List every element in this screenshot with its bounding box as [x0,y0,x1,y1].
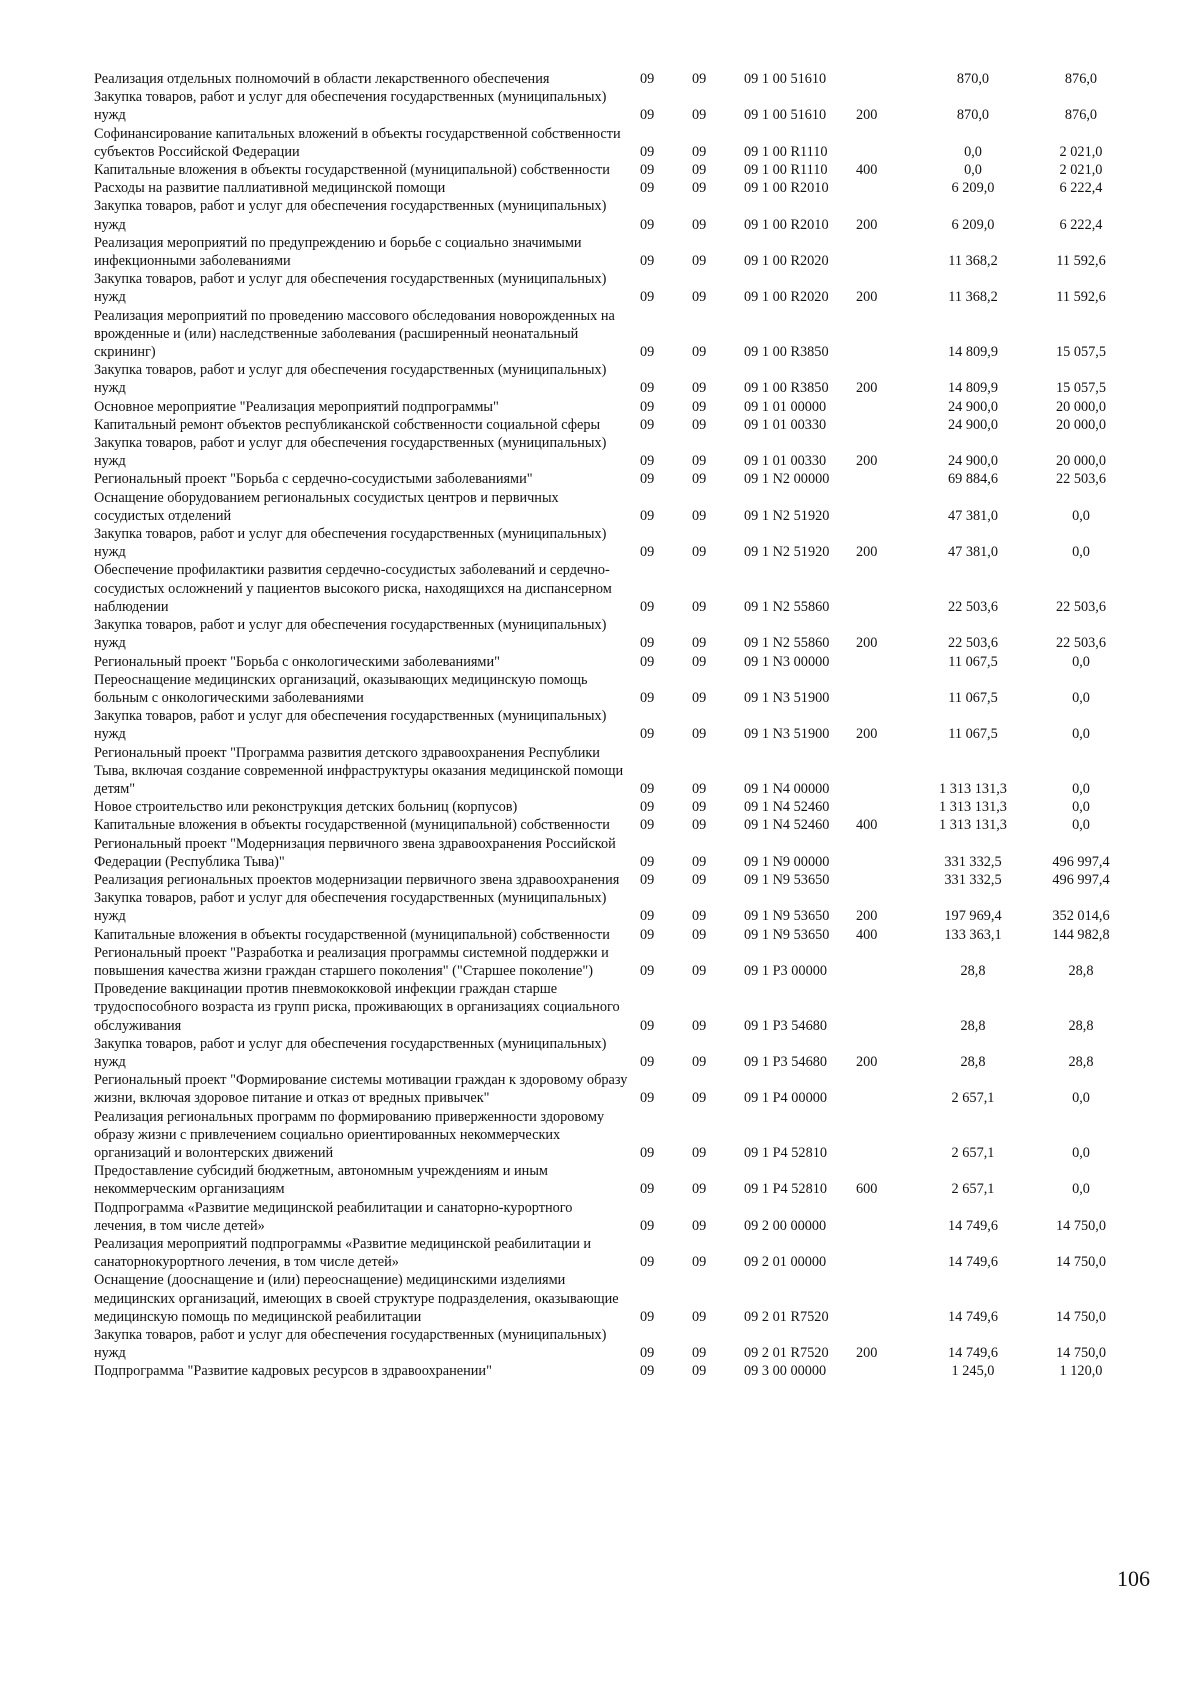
row-amount-year-1: 14 749,6 [947,1308,999,1325]
row-amount-year-1: 14 749,6 [947,1345,999,1362]
row-section: 09 [640,416,655,433]
row-amount-year-1: 870,0 [956,71,990,87]
row-amount-year-1: 1 313 131,3 [939,780,1007,797]
row-amount-year-2: 11 592,6 [1056,253,1106,270]
table-row [94,307,1134,362]
row-amount-year-1: 22 503,6 [947,598,999,615]
row-expense-type: 600 [856,1181,878,1198]
row-section: 09 [640,1217,655,1234]
row-subsection: 09 [692,162,707,179]
row-amount-year-1: 14 809,9 [947,344,999,361]
row-target-article: 09 1 P4 52810 [744,1181,828,1198]
row-name: Региональный проект "Борьба с онкологическими заболеваниями" [94,653,500,670]
row-name: Закупка товаров, работ и услуг для обеспечения государственных (муниципальных) нужд [94,362,607,397]
row-expense-type: 200 [856,380,878,397]
table-row [94,1362,1134,1380]
row-section: 09 [640,853,655,870]
table-row [94,270,1134,306]
row-target-article: 09 1 P3 54680 [744,1017,828,1034]
row-section: 09 [640,871,655,888]
row-expense-type: 200 [856,107,878,124]
row-amount-year-1: 2 657,1 [951,1181,995,1198]
row-name: Реализация региональных проектов модернизации первичного звена здравоохранения [94,871,620,888]
row-target-article: 09 1 N3 00000 [744,653,830,670]
table-row [94,88,1134,124]
table-row [94,489,1134,525]
table-row [94,70,1134,88]
table-row [94,234,1134,270]
row-name: Проведение вакцинации против пневмококковой инфекции граждан старше трудоспособного возраста из групп риска, проживающих в организациях социального обслуживания [94,981,620,1034]
row-target-article: 09 1 N3 51900 [744,689,830,706]
row-amount-year-2: 0,0 [1072,653,1090,670]
row-name: Переоснащение медицинских организаций, оказывающих медицинскую помощь больным с онкологическими заболеваниями [94,671,588,706]
row-expense-type: 200 [856,635,878,652]
table-row [94,926,1134,944]
row-target-article: 09 1 00 51610 [744,71,827,87]
row-subsection: 09 [692,962,707,979]
row-amount-year-2: 0,0 [1072,544,1090,561]
table-row [94,361,1134,397]
row-amount-year-2: 28,8 [1068,962,1094,979]
table-row [94,434,1134,470]
row-amount-year-2: 14 750,0 [1055,1345,1107,1362]
row-name: Основное мероприятие "Реализация мероприятий подпрограммы" [94,398,499,415]
row-subsection: 09 [692,799,707,816]
row-amount-year-2: 22 503,6 [1055,598,1107,615]
row-subsection: 09 [692,1017,707,1034]
row-section: 09 [640,544,655,561]
row-subsection: 09 [692,507,707,524]
row-section: 09 [640,635,655,652]
row-section: 09 [640,689,655,706]
row-subsection: 09 [692,853,707,870]
row-subsection: 09 [692,1090,707,1107]
row-amount-year-2: 496 997,4 [1052,853,1110,870]
row-subsection: 09 [692,817,707,834]
row-amount-year-1: 28,8 [960,962,986,979]
row-section: 09 [640,253,655,270]
row-target-article: 09 2 01 00000 [744,1254,827,1271]
page-number: 106 [1117,1566,1150,1591]
row-target-article: 09 1 00 R1110 [744,162,828,179]
row-name: Закупка товаров, работ и услуг для обеспечения государственных (муниципальных) нужд [94,89,607,124]
row-section: 09 [640,216,655,233]
row-section: 09 [640,1144,655,1161]
row-target-article: 09 1 01 00330 [744,416,827,433]
row-section: 09 [640,344,655,361]
row-name: Обеспечение профилактики развития сердечно-сосудистых заболеваний и сердечно-сосудистых осложнений у пациентов высокого риска, находящихся на диспансерном наблюдении [94,562,612,615]
row-amount-year-2: 496 997,4 [1052,871,1110,888]
row-expense-type: 200 [856,1053,878,1070]
row-target-article: 09 1 00 R1110 [744,143,828,160]
row-target-article: 09 1 N4 52460 [744,799,830,816]
row-amount-year-2: 876,0 [1064,107,1098,124]
row-amount-year-1: 6 209,0 [951,216,995,233]
row-target-article: 09 1 00 R3850 [744,380,829,397]
table-row [94,398,1134,416]
row-section: 09 [640,1053,655,1070]
row-target-article: 09 1 N9 53650 [744,871,830,888]
row-section: 09 [640,1363,655,1380]
row-section: 09 [640,71,655,87]
row-subsection: 09 [692,1363,707,1380]
row-amount-year-2: 28,8 [1068,1017,1094,1034]
row-subsection: 09 [692,635,707,652]
row-amount-year-2: 0,0 [1072,780,1090,797]
row-amount-year-2: 28,8 [1068,1053,1094,1070]
row-name: Капитальные вложения в объекты государственной (муниципальной) собственности [94,926,610,943]
row-section: 09 [640,162,655,179]
row-section: 09 [640,598,655,615]
row-target-article: 09 2 01 R7520 [744,1345,829,1362]
row-amount-year-1: 2 657,1 [951,1090,995,1107]
row-amount-year-2: 14 750,0 [1055,1217,1107,1234]
row-amount-year-1: 28,8 [960,1053,986,1070]
row-target-article: 09 1 N9 53650 [744,926,830,943]
row-target-article: 09 1 N4 52460 [744,817,830,834]
row-amount-year-1: 11 067,5 [948,726,998,743]
row-section: 09 [640,107,655,124]
row-amount-year-1: 47 381,0 [947,544,999,561]
row-amount-year-2: 6 222,4 [1059,180,1103,197]
row-amount-year-2: 11 592,6 [1056,289,1106,306]
row-section: 09 [640,453,655,470]
row-name: Региональный проект "Программа развития детского здравоохранения Республики Тыва, включая создание современной инфраструктуры оказания медицинской помощи детям" [94,744,624,797]
row-amount-year-2: 6 222,4 [1059,216,1103,233]
row-amount-year-2: 144 982,8 [1052,926,1110,943]
row-subsection: 09 [692,726,707,743]
row-name: Закупка товаров, работ и услуг для обеспечения государственных (муниципальных) нужд [94,1035,607,1070]
row-section: 09 [640,799,655,816]
row-amount-year-2: 0,0 [1072,726,1090,743]
row-target-article: 09 3 00 00000 [744,1363,827,1380]
table-row [94,1235,1134,1271]
row-section: 09 [640,653,655,670]
row-name: Капитальные вложения в объекты государственной (муниципальной) собственности [94,162,610,179]
row-amount-year-1: 1 313 131,3 [939,817,1007,834]
row-subsection: 09 [692,908,707,925]
row-section: 09 [640,143,655,160]
table-row [94,1071,1134,1107]
row-amount-year-2: 20 000,0 [1055,416,1107,433]
row-section: 09 [640,1181,655,1198]
row-amount-year-2: 1 120,0 [1059,1363,1103,1380]
row-target-article: 09 1 00 R2010 [744,216,829,233]
row-expense-type: 200 [856,216,878,233]
table-row [94,889,1134,925]
row-section: 09 [640,780,655,797]
row-amount-year-1: 24 900,0 [947,416,999,433]
row-subsection: 09 [692,143,707,160]
row-amount-year-1: 14 809,9 [947,380,999,397]
row-expense-type: 400 [856,926,878,943]
row-amount-year-2: 0,0 [1072,507,1090,524]
row-amount-year-1: 22 503,6 [947,635,999,652]
row-amount-year-2: 0,0 [1072,689,1090,706]
row-amount-year-1: 14 749,6 [947,1254,999,1271]
row-amount-year-2: 15 057,5 [1055,380,1107,397]
row-amount-year-1: 11 067,5 [948,653,998,670]
row-target-article: 09 1 00 R2020 [744,253,829,270]
table-row [94,1108,1134,1163]
row-name: Новое строительство или реконструкция детских больниц (корпусов) [94,799,518,816]
row-target-article: 09 1 P4 52810 [744,1144,828,1161]
row-amount-year-1: 24 900,0 [947,398,999,415]
row-name: Оснащение оборудованием региональных сосудистых центров и первичных сосудистых отделений [94,489,559,524]
row-subsection: 09 [692,253,707,270]
row-subsection: 09 [692,871,707,888]
row-name: Реализация мероприятий по проведению массового обследования новорожденных на врожденные и (или) наследственные заболевания (расширенный неонатальный скрининг) [94,307,615,361]
row-expense-type: 200 [856,544,878,561]
row-target-article: 09 1 N9 53650 [744,908,830,925]
table-row [94,616,1134,652]
row-amount-year-1: 11 067,5 [948,689,998,706]
row-amount-year-1: 331 332,5 [944,871,1002,888]
row-target-article: 09 1 N2 51920 [744,544,830,561]
row-section: 09 [640,1017,655,1034]
row-expense-type: 400 [856,817,878,834]
row-target-article: 09 1 01 00330 [744,453,827,470]
row-target-article: 09 1 N3 51900 [744,726,830,743]
table-row [94,1271,1134,1326]
row-subsection: 09 [692,926,707,943]
table-row [94,1199,1134,1235]
row-subsection: 09 [692,344,707,361]
row-target-article: 09 1 N4 00000 [744,780,830,797]
row-amount-year-1: 0,0 [964,143,982,160]
row-name: Закупка товаров, работ и услуг для обеспечения государственных (муниципальных) нужд [94,890,607,925]
row-amount-year-1: 331 332,5 [944,853,1002,870]
row-section: 09 [640,1345,655,1362]
row-name: Реализация региональных программ по формированию приверженности здоровому образу жизни с привлечением социально ориентированных некоммерческих организаций и волонтерских движений [94,1108,605,1161]
row-target-article: 09 2 01 R7520 [744,1308,829,1325]
row-name: Капитальный ремонт объектов республиканской собственности социальной сферы [94,416,601,433]
row-amount-year-1: 11 368,2 [948,253,998,270]
row-amount-year-2: 22 503,6 [1055,635,1107,652]
row-subsection: 09 [692,380,707,397]
table-row [94,944,1134,980]
table-row [94,416,1134,434]
row-expense-type: 200 [856,726,878,743]
row-amount-year-2: 0,0 [1072,1181,1090,1198]
row-amount-year-2: 876,0 [1064,71,1098,87]
row-section: 09 [640,926,655,943]
table-row [94,197,1134,233]
table-row [94,561,1134,616]
row-name: Региональный проект "Борьба с сердечно-сосудистыми заболеваниями" [94,471,533,488]
row-target-article: 09 1 P3 00000 [744,962,828,979]
table-row [94,179,1134,197]
row-section: 09 [640,398,655,415]
row-amount-year-2: 2 021,0 [1059,162,1103,179]
row-expense-type: 200 [856,908,878,925]
row-amount-year-1: 14 749,6 [947,1217,999,1234]
row-subsection: 09 [692,1181,707,1198]
row-amount-year-1: 870,0 [956,107,990,124]
row-name: Реализация мероприятий по предупреждению и борьбе с социально значимыми инфекционными заболеваниями [94,234,582,270]
row-subsection: 09 [692,1345,707,1362]
row-section: 09 [640,180,655,197]
row-target-article: 09 1 01 00000 [744,398,827,415]
row-subsection: 09 [692,1053,707,1070]
row-section: 09 [640,380,655,397]
table-row [94,525,1134,561]
row-name: Региональный проект "Формирование системы мотивации граждан к здоровому образу жизни, включая здоровое питание и отказ от вредных привычек" [94,1072,628,1107]
table-row [94,871,1134,889]
row-name: Подпрограмма "Развитие кадровых ресурсов в здравоохранении" [94,1363,492,1380]
row-amount-year-1: 28,8 [960,1017,986,1034]
row-name: Закупка товаров, работ и услуг для обеспечения государственных (муниципальных) нужд [94,1327,607,1362]
row-target-article: 09 1 00 R2010 [744,180,829,197]
table-row [94,470,1134,488]
row-amount-year-2: 0,0 [1072,1144,1090,1161]
row-section: 09 [640,1254,655,1271]
row-target-article: 09 1 N2 55860 [744,598,830,615]
row-amount-year-1: 2 657,1 [951,1144,995,1161]
row-amount-year-2: 14 750,0 [1055,1308,1107,1325]
row-subsection: 09 [692,398,707,415]
row-name: Региональный проект "Разработка и реализация программы системной поддержки и повышения качества жизни граждан старшего поколения" ("Старшее поколение") [94,944,609,979]
table-row [94,798,1134,816]
row-amount-year-1: 47 381,0 [947,507,999,524]
table-row [94,671,1134,707]
row-amount-year-2: 14 750,0 [1055,1254,1107,1271]
row-amount-year-1: 24 900,0 [947,453,999,470]
budget-table [94,70,1134,1381]
row-amount-year-1: 6 209,0 [951,180,995,197]
row-target-article: 09 1 N2 51920 [744,507,830,524]
row-section: 09 [640,1090,655,1107]
row-amount-year-1: 11 368,2 [948,289,998,306]
row-name: Закупка товаров, работ и услуг для обеспечения государственных (муниципальных) нужд [94,198,607,233]
table-row [94,1035,1134,1071]
row-amount-year-2: 0,0 [1072,817,1090,834]
row-name: Оснащение (дооснащение и (или) переоснащение) медицинскими изделиями медицинских организаций, имеющих в своей структуре подразделения, оказывающие медицинскую помощь по медицинской реабилитации [94,1272,619,1325]
row-subsection: 09 [692,653,707,670]
row-subsection: 09 [692,544,707,561]
row-target-article: 09 2 00 00000 [744,1217,827,1234]
row-subsection: 09 [692,180,707,197]
row-subsection: 09 [692,216,707,233]
row-amount-year-1: 133 363,1 [944,926,1002,943]
row-section: 09 [640,507,655,524]
row-amount-year-2: 15 057,5 [1055,344,1107,361]
table-row [94,707,1134,743]
row-amount-year-2: 20 000,0 [1055,398,1107,415]
row-subsection: 09 [692,71,707,87]
row-subsection: 09 [692,107,707,124]
row-name: Реализация отдельных полномочий в области лекарственного обеспечения [94,71,550,87]
table-row [94,835,1134,871]
row-section: 09 [640,289,655,306]
row-amount-year-1: 0,0 [964,162,982,179]
row-section: 09 [640,817,655,834]
row-amount-year-2: 0,0 [1072,1090,1090,1107]
row-name: Софинансирование капитальных вложений в объекты государственной собственности субъектов Российской Федерации [94,125,621,160]
table-row [94,161,1134,179]
row-section: 09 [640,1308,655,1325]
row-subsection: 09 [692,453,707,470]
table-row [94,1162,1134,1198]
row-name: Предоставление субсидий бюджетным, автономным учреждениям и иным некоммерческим организациям [94,1163,548,1198]
row-name: Региональный проект "Модернизация первичного звена здравоохранения Российской Федерации (Республика Тыва)" [94,835,616,870]
row-expense-type: 200 [856,1345,878,1362]
row-target-article: 09 1 00 51610 [744,107,827,124]
row-section: 09 [640,726,655,743]
row-section: 09 [640,962,655,979]
row-name: Закупка товаров, работ и услуг для обеспечения государственных (муниципальных) нужд [94,435,607,470]
row-subsection: 09 [692,1217,707,1234]
row-amount-year-1: 197 969,4 [944,908,1002,925]
row-target-article: 09 1 N9 00000 [744,853,830,870]
row-target-article: 09 1 P3 54680 [744,1053,828,1070]
row-amount-year-1: 1 245,0 [951,1363,995,1380]
row-subsection: 09 [692,1144,707,1161]
table-row [94,653,1134,671]
row-subsection: 09 [692,780,707,797]
row-subsection: 09 [692,289,707,306]
row-amount-year-2: 0,0 [1072,799,1090,816]
row-name: Закупка товаров, работ и услуг для обеспечения государственных (муниципальных) нужд [94,526,607,561]
table-row [94,980,1134,1035]
row-name: Подпрограмма «Развитие медицинской реабилитации и санаторно-курортного лечения, в том числе детей» [94,1199,573,1234]
row-subsection: 09 [692,471,707,488]
table-row [94,816,1134,834]
table-row [94,125,1134,161]
row-name: Капитальные вложения в объекты государственной (муниципальной) собственности [94,817,610,834]
row-target-article: 09 1 N2 55860 [744,635,830,652]
row-name: Реализация мероприятий подпрограммы «Развитие медицинской реабилитации и санаторнокурортного лечения, в том числе детей» [94,1236,592,1271]
row-target-article: 09 1 N2 00000 [744,471,830,488]
row-name: Закупка товаров, работ и услуг для обеспечения государственных (муниципальных) нужд [94,617,607,652]
row-subsection: 09 [692,1308,707,1325]
row-expense-type: 400 [856,162,878,179]
row-amount-year-2: 22 503,6 [1055,471,1107,488]
row-amount-year-1: 1 313 131,3 [939,799,1007,816]
row-subsection: 09 [692,598,707,615]
row-amount-year-1: 69 884,6 [947,471,999,488]
row-amount-year-2: 352 014,6 [1052,908,1110,925]
row-subsection: 09 [692,416,707,433]
row-target-article: 09 1 00 R2020 [744,289,829,306]
row-section: 09 [640,471,655,488]
row-section: 09 [640,908,655,925]
row-name: Закупка товаров, работ и услуг для обеспечения государственных (муниципальных) нужд [94,708,607,743]
row-amount-year-2: 20 000,0 [1055,453,1107,470]
row-subsection: 09 [692,689,707,706]
row-expense-type: 200 [856,453,878,470]
table-row [94,1326,1134,1362]
row-name: Расходы на развитие паллиативной медицинской помощи [94,180,446,197]
row-target-article: 09 1 P4 00000 [744,1090,828,1107]
row-subsection: 09 [692,1254,707,1271]
table-row [94,744,1134,799]
row-amount-year-2: 2 021,0 [1059,143,1103,160]
row-name: Закупка товаров, работ и услуг для обеспечения государственных (муниципальных) нужд [94,271,607,306]
row-target-article: 09 1 00 R3850 [744,344,829,361]
row-expense-type: 200 [856,289,878,306]
